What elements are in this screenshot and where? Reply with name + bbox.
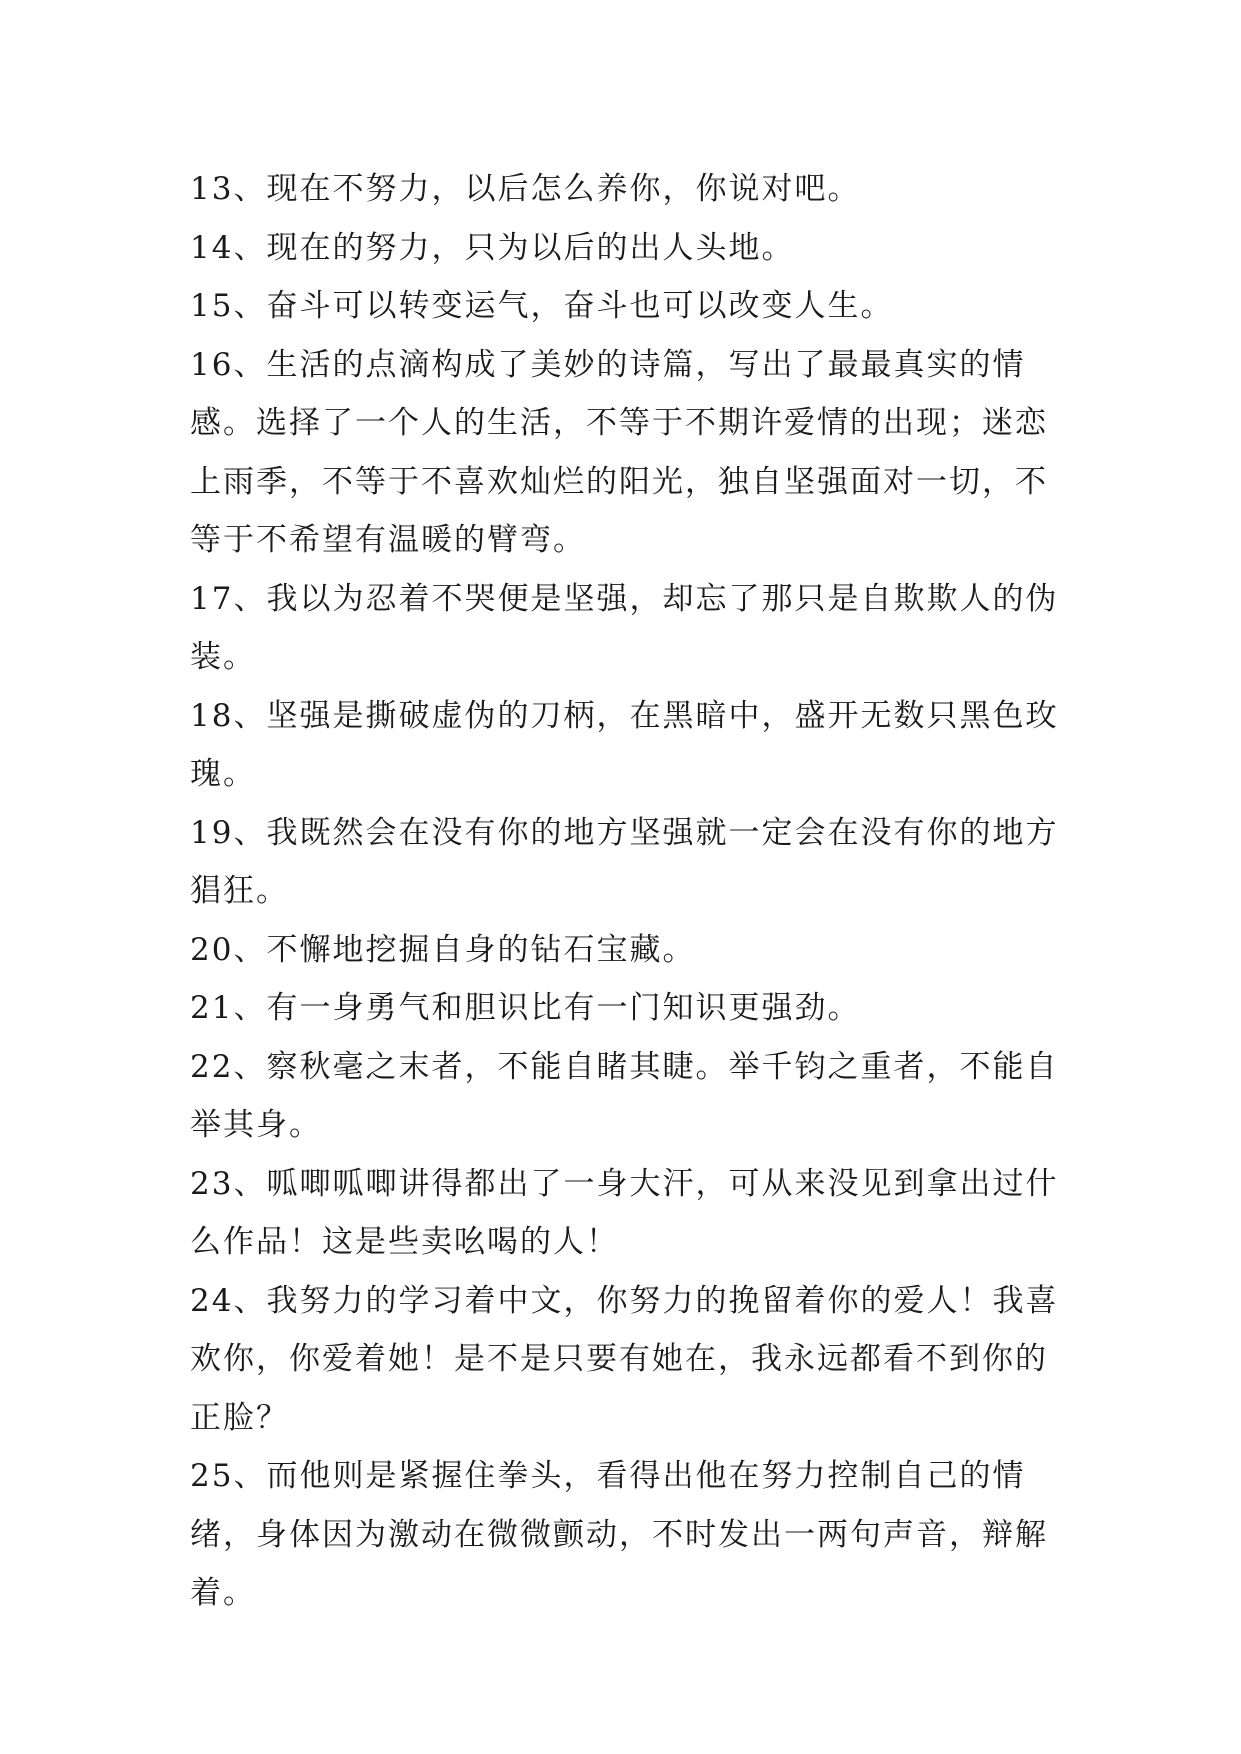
paragraph-15: 15、奋斗可以转变运气，奋斗也可以改变人生。 bbox=[190, 288, 894, 324]
paragraph-17: 17、我以为忍着不哭便是坚强，却忘了那只是自欺欺人的伪装。 bbox=[190, 580, 1059, 675]
paragraph-13: 13、现在不努力，以后怎么养你，你说对吧。 bbox=[190, 171, 861, 207]
paragraph-18: 18、坚强是撕破虚伪的刀柄，在黑暗中，盛开无数只黑色玫瑰。 bbox=[190, 697, 1059, 792]
paragraph-16: 16、生活的点滴构成了美妙的诗篇，写出了最最真实的情感。选择了一个人的生活，不等于不期许爱情的出现；迷恋上雨季，不等于不喜欢灿烂的阳光，独自坚强面对一切，不等于不希望有温暖的臂弯。 bbox=[190, 346, 1048, 558]
paragraph-20: 20、不懈地挖掘自身的钻石宝藏。 bbox=[190, 931, 696, 968]
paragraph-24: 24、我努力的学习着中文，你努力的挽留着你的爱人！我喜欢你，你爱着她！是不是只要有她在，我永远都看不到你的正脸？ bbox=[190, 1282, 1059, 1436]
paragraph-22: 22、察秋毫之末者，不能自睹其睫。举千钧之重者，不能自举其身。 bbox=[190, 1048, 1059, 1143]
document-body bbox=[190, 160, 1080, 1623]
paragraph-23: 23、呱唧呱唧讲得都出了一身大汗，可从来没见到拿出过什么作品！这是些卖吆喝的人！ bbox=[190, 1165, 1059, 1260]
paragraph-21: 21、有一身勇气和胆识比有一门知识更强劲。 bbox=[190, 990, 861, 1026]
paragraph-25: 25、而他则是紧握住拳头，看得出他在努力控制自己的情绪，身体因为激动在微微颤动，不时发出一两句声音，辩解着。 bbox=[190, 1458, 1048, 1611]
paragraph-19: 19、我既然会在没有你的地方坚强就一定会在没有你的地方猖狂。 bbox=[190, 814, 1059, 909]
paragraph-14: 14、现在的努力，只为以后的出人头地。 bbox=[190, 229, 795, 266]
